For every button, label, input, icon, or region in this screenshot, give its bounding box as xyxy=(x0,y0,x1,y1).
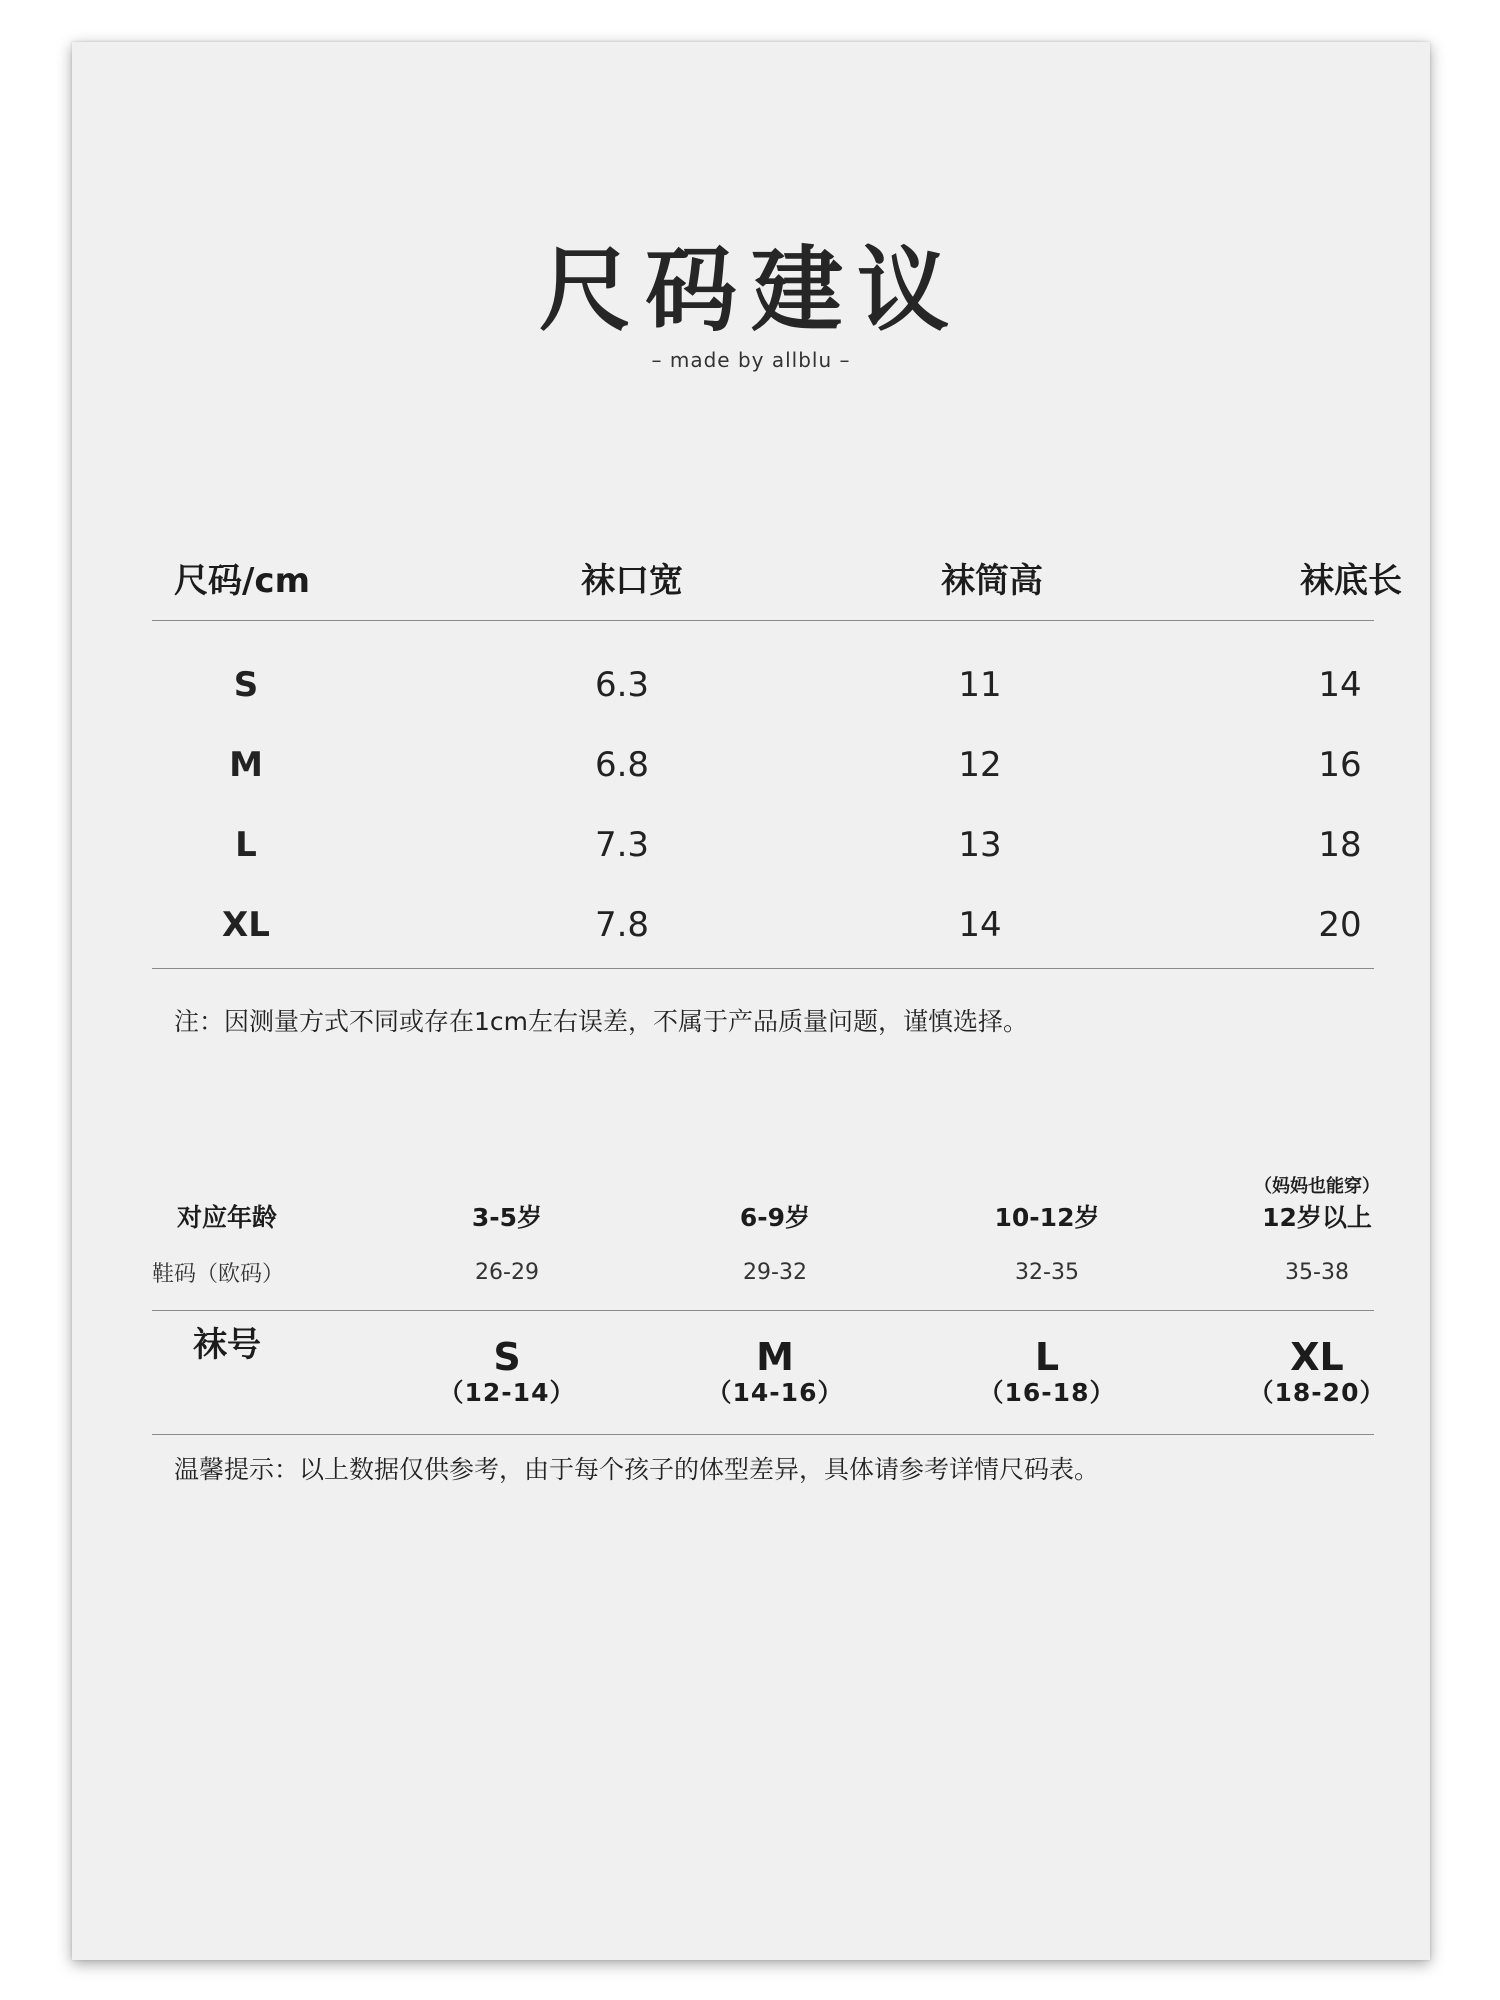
sock-size-label: 袜号 xyxy=(193,1325,261,1365)
divider xyxy=(152,1434,1374,1435)
row-size: M xyxy=(229,745,263,785)
age-value-text: 6-9岁 xyxy=(739,1203,811,1232)
sock-size-letter: L xyxy=(1034,1335,1060,1379)
table-row xyxy=(152,895,1374,955)
sock-size-letter: XL xyxy=(1290,1335,1344,1379)
age-value-text: 10-12岁 xyxy=(994,1203,1100,1232)
size-table-header xyxy=(152,547,1402,607)
sock-size-label-cell xyxy=(152,1324,302,1420)
shoe-size-value: 35-38 xyxy=(1285,1259,1349,1285)
age-row xyxy=(152,1162,1380,1242)
age-label: 对应年龄 xyxy=(176,1203,277,1232)
row-sole-length: 18 xyxy=(1318,825,1362,865)
row-mouth-width: 7.8 xyxy=(594,905,650,945)
column-header-mouth-width: 袜口宽 xyxy=(581,560,683,601)
table-row xyxy=(152,815,1374,875)
row-tube-height: 14 xyxy=(958,905,1002,945)
sock-size-letter: M xyxy=(756,1335,794,1379)
row-mouth-width: 6.8 xyxy=(594,745,650,785)
sock-size-range: （16-18） xyxy=(978,1378,1116,1407)
brand-subtitle: – made by allblu – xyxy=(651,348,851,372)
measurement-note: 注：因测量方式不同或存在1cm左右误差，不属于产品质量问题，谨慎选择。 xyxy=(174,1007,1029,1036)
row-size: XL xyxy=(222,905,270,945)
shoe-size-label: 鞋码（欧码） xyxy=(151,1261,284,1287)
divider xyxy=(152,968,1374,969)
sock-size-letter: S xyxy=(493,1335,521,1379)
age-value-text: 3-5岁 xyxy=(471,1203,543,1232)
age-value xyxy=(942,1162,1152,1242)
row-tube-height: 12 xyxy=(958,745,1002,785)
divider xyxy=(152,620,1374,621)
row-sole-length: 16 xyxy=(1318,745,1362,785)
sock-size-cell xyxy=(942,1324,1152,1420)
shoe-size-value: 26-29 xyxy=(475,1259,539,1285)
column-header-sole-length: 袜底长 xyxy=(1300,560,1402,601)
age-value-text: 12岁以上 xyxy=(1262,1203,1372,1232)
row-sole-length: 20 xyxy=(1318,905,1362,945)
shoe-size-value: 32-35 xyxy=(1015,1259,1079,1285)
page-title: 尺码建议 xyxy=(538,237,963,344)
sock-size-range: （14-16） xyxy=(706,1378,844,1407)
row-sole-length: 14 xyxy=(1318,665,1362,705)
row-tube-height: 13 xyxy=(958,825,1002,865)
row-mouth-width: 7.3 xyxy=(594,825,650,865)
sock-size-range: （12-14） xyxy=(438,1378,576,1407)
age-value xyxy=(402,1162,612,1242)
table-row xyxy=(152,655,1374,715)
sock-size-range: （18-20） xyxy=(1248,1378,1386,1407)
divider xyxy=(152,1310,1374,1311)
sock-size-cell xyxy=(670,1324,880,1420)
shoe-size-value: 29-32 xyxy=(743,1259,807,1285)
row-mouth-width: 6.3 xyxy=(594,665,650,705)
row-size: L xyxy=(235,825,257,865)
sock-size-cell xyxy=(402,1324,612,1420)
age-extra-note: （妈妈也能穿） xyxy=(1254,1176,1380,1197)
column-header-tube-height: 袜筒高 xyxy=(941,560,1043,601)
age-value xyxy=(670,1162,880,1242)
reference-tip: 温馨提示：以上数据仅供参考，由于每个孩子的体型差异，具体请参考详情尺码表。 xyxy=(174,1455,1100,1484)
age-value xyxy=(1212,1162,1422,1242)
sock-size-row xyxy=(152,1324,1386,1420)
sock-size-cell xyxy=(1212,1324,1422,1420)
size-guide-sheet xyxy=(72,42,1430,1960)
row-size: S xyxy=(233,665,259,705)
shoe-size-row xyxy=(152,1252,1374,1292)
column-header-size: 尺码/cm xyxy=(174,560,310,601)
table-row xyxy=(152,735,1374,795)
row-tube-height: 11 xyxy=(958,665,1002,705)
